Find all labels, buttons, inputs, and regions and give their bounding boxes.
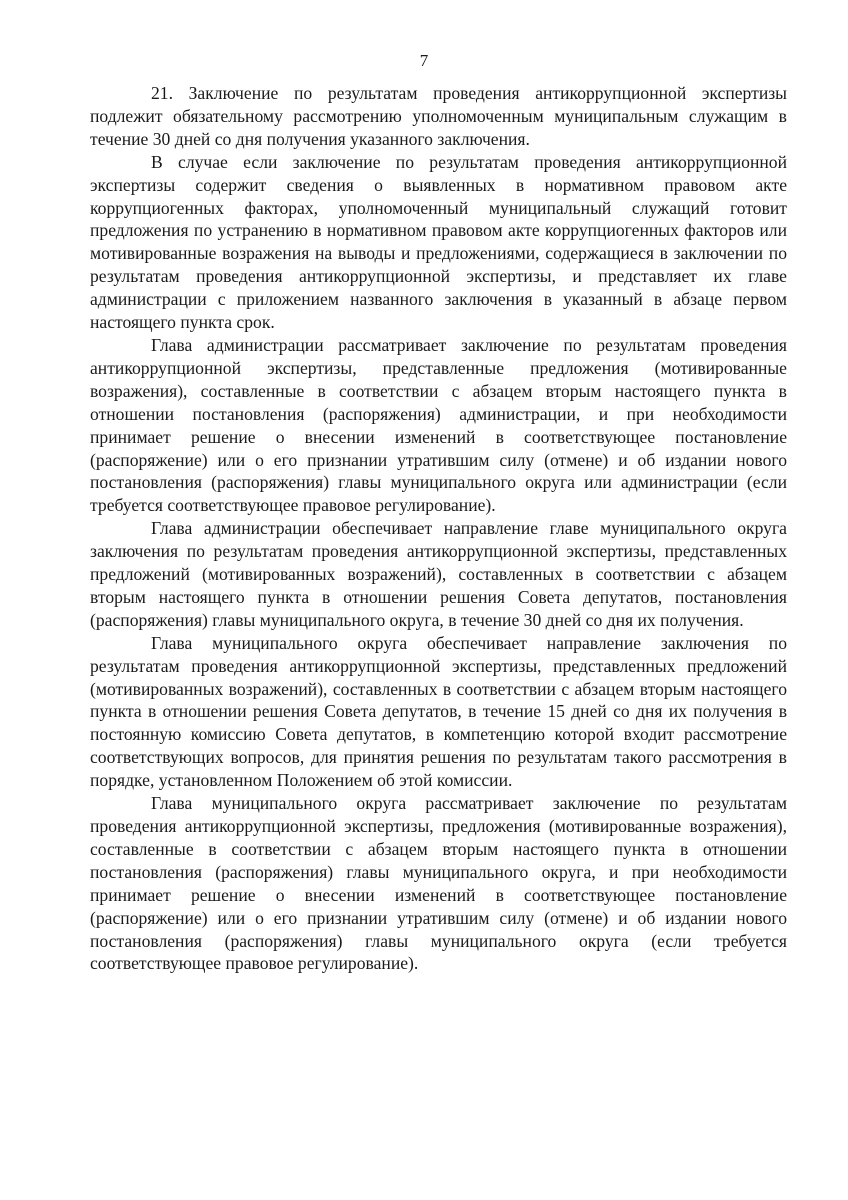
paragraph: Глава муниципального округа рассматривает заключение по результатам проведения антикоррупционной экспертизы, предложения (мотивированные возражения), составленные в соответствии с абзацем вторым настоящего пункта в отношении постановления (распоряжения) главы муниципального округа, и при необходимости принимает решение о внесении изменений в соответствующее постановление (распоряжение) или о его признании утратившим силу (отмене) и об издании нового постановления (распоряжения) главы муниципального округа (если требуется соответствующее правовое регулирование).: [90, 793, 787, 974]
page-number: 7: [419, 51, 429, 70]
paragraph: В случае если заключение по результатам проведения антикоррупционной экспертизы содержит сведения о выявленных в нормативном правовом акте коррупциогенных факторах, уполномоченный муниципальный служащий готовит предложения по устранению в нормативном правовом акте коррупциогенных факторов или мотивированные возражения на выводы и предложениями, содержащиеся в заключении по результатам проведения антикоррупционной экспертизы, и представляет их главе администрации с приложением названного заключения в указанный в абзаце первом настоящего пункта срок.: [90, 151, 787, 333]
paragraph: 21. Заключение по результатам проведения антикоррупционной экспертизы подлежит обязательному рассмотрению уполномоченным муниципальным служащим в течение 30 дней со дня получения указанного заключения.: [90, 83, 787, 149]
document-body: [90, 82, 787, 975]
paragraph: Глава администрации обеспечивает направление главе муниципального округа заключения по результатам проведения антикоррупционной экспертизы, представленных предложений (мотивированных возражений), составленных в соответствии с абзацем вторым настоящего пункта в отношении решения Совета депутатов, постановления (распоряжения) главы муниципального округа, в течение 30 дней со дня их получения.: [90, 518, 787, 630]
paragraph: Глава администрации рассматривает заключение по результатам проведения антикоррупционной экспертизы, представленные предложения (мотивированные возражения), составленные в соответствии с абзацем вторым настоящего пункта в отношении постановления (распоряжения) администрации, и при необходимости принимает решение о внесении изменений в соответствующее постановление (распоряжение) или о его признании утратившим силу (отмене) и об издании нового постановления (распоряжения) главы муниципального округа или администрации (если требуется соответствующее правовое регулирование).: [90, 334, 787, 516]
paragraph: Глава муниципального округа обеспечивает направление заключения по результатам проведения антикоррупционной экспертизы, представленных предложений (мотивированных возражений), составленных в соответствии с абзацем вторым настоящего пункта в отношении решения Совета депутатов, в течение 15 дней со дня их получения в постоянную комиссию Совета депутатов, в компетенцию которой входит рассмотрение соответствующих вопросов, для принятия решения по результатам такого рассмотрения в порядке, установленном Положением об этой комиссии.: [90, 632, 787, 791]
